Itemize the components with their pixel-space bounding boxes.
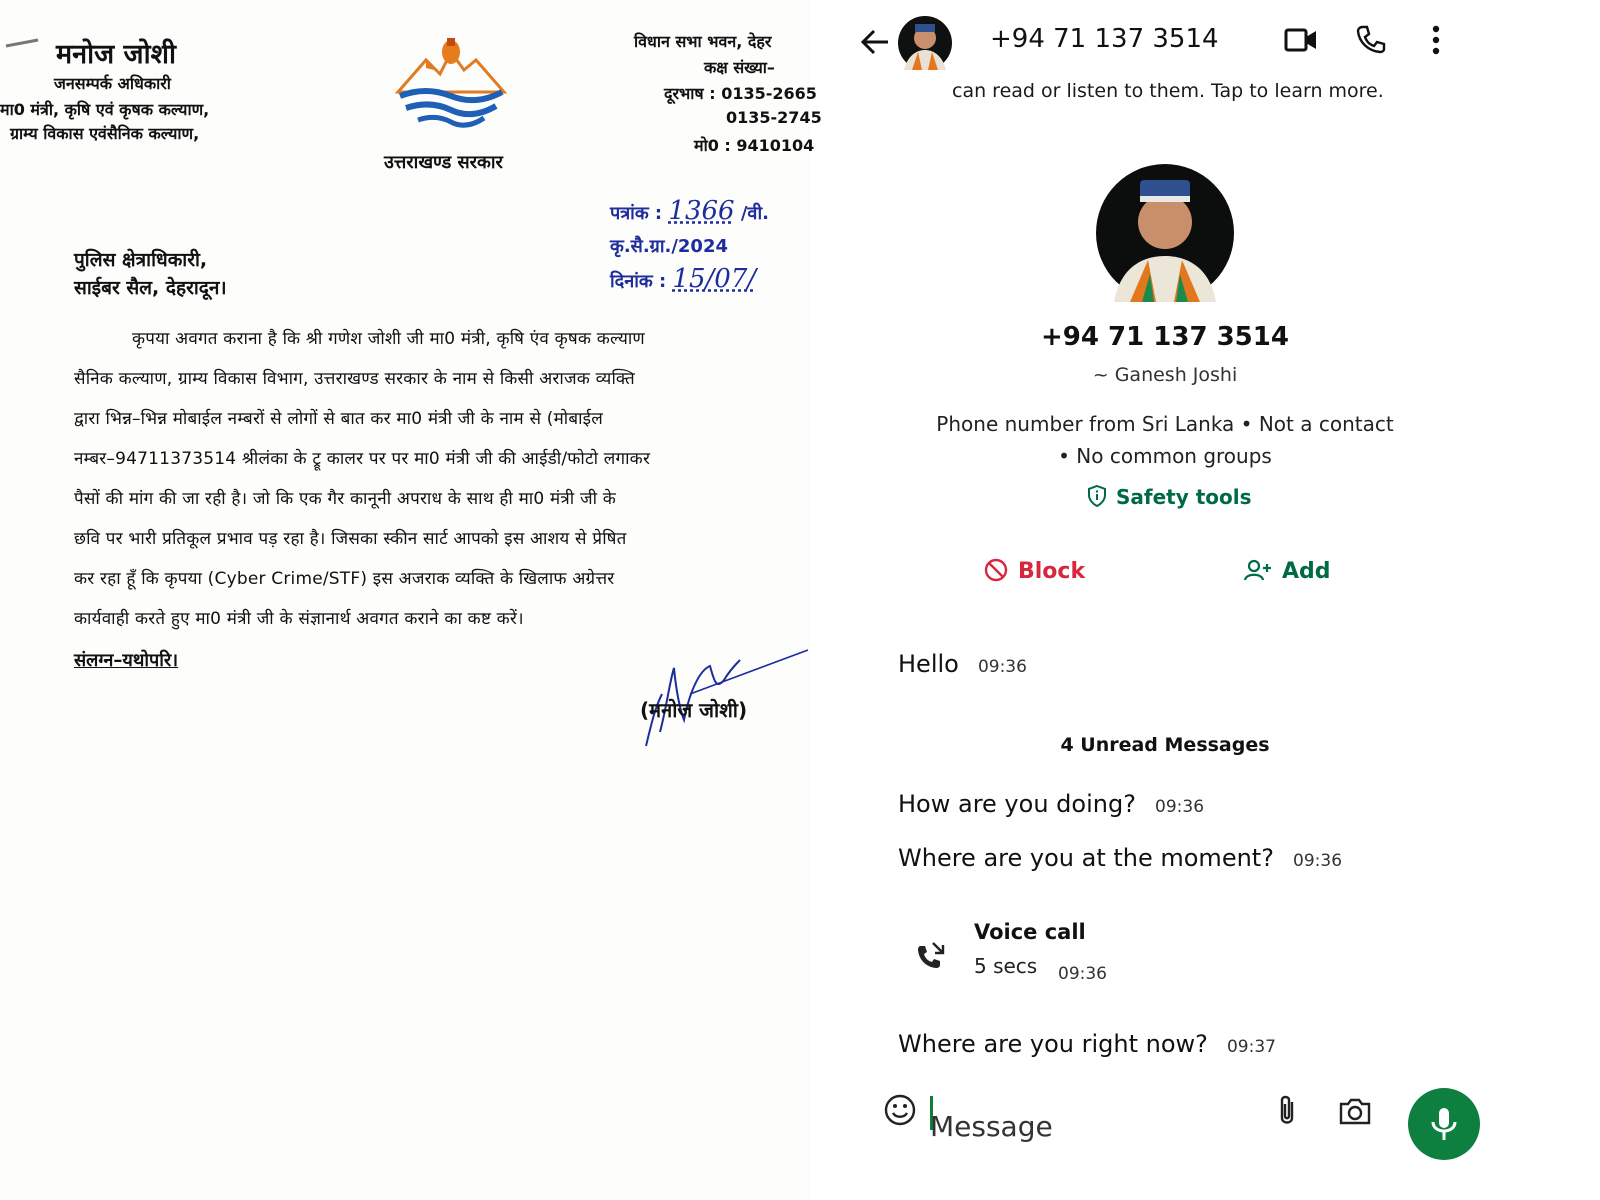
add-label: Add (1282, 559, 1331, 584)
profile-number: +94 71 137 3514 (1041, 322, 1289, 352)
body-line: सैनिक कल्याण, ग्राम्य विकास विभाग, उत्तराखण्ड सरकार के नाम से किसी अराजक व्यक्ति (74, 369, 635, 389)
shield-icon (1086, 484, 1108, 508)
profile-meta-line1: Phone number from Sri Lanka • Not a contact (936, 412, 1394, 436)
unread-divider: 4 Unread Messages (1060, 734, 1270, 756)
block-icon (984, 558, 1008, 582)
message-text: Where are you right now? (898, 1030, 1208, 1058)
call-time: 09:36 (1058, 964, 1107, 984)
safety-tools-button[interactable] (1086, 484, 1252, 509)
patrank-value: 1366 (668, 196, 735, 226)
header-avatar[interactable] (898, 16, 952, 70)
message-text: Where are you at the moment? (898, 844, 1274, 872)
scan-mark (4, 38, 40, 50)
call-title: Voice call (974, 920, 1086, 944)
chat-title[interactable]: +94 71 137 3514 (990, 24, 1219, 54)
attach-icon[interactable] (1274, 1094, 1300, 1128)
patrank-label: पत्रांक : (610, 203, 663, 224)
profile-photo[interactable] (1096, 164, 1234, 302)
body-line: पैसों की मांग की जा रही है। जो कि एक गैर कानूनी अपराध के साथ ही मा0 मंत्री जी के (74, 489, 617, 509)
message-text: How are you doing? (898, 790, 1136, 818)
body-line: कृपया अवगत कराना है कि श्री गणेश जोशी जी मा0 मंत्री, कृषि एंव कृषक कल्याण (132, 329, 645, 349)
sender-name: मनोज जोशी (56, 39, 176, 70)
avatar-image (898, 16, 952, 70)
mic-icon (1408, 1088, 1480, 1160)
address-phone1: दूरभाष : 0135-2665 (664, 84, 817, 103)
back-arrow-icon[interactable] (860, 28, 890, 56)
address-phone2: 0135-2745 (726, 108, 822, 127)
government-caption: उत्तराखण्ड सरकार (384, 152, 503, 173)
block-label: Block (1018, 559, 1086, 584)
add-person-icon (1244, 558, 1272, 582)
message-bubble[interactable] (898, 790, 1204, 818)
signatory-name: (मनोज जोशी) (640, 698, 748, 722)
message-bubble[interactable] (898, 1030, 1276, 1058)
body-line: छवि पर भारी प्रतिकूल प्रभाव पड़ रहा है। जिसका स्कीन सार्ट आपको इस आशय से प्रेषित (74, 529, 627, 549)
body-line: नम्बर–94711373514 श्रीलंका के ट्रू कालर पर पर मा0 मंत्री जी की आईडी/फोटो लगाकर (74, 449, 651, 469)
file-code: कृ.सै.ग्रा./2024 (610, 236, 728, 257)
body-line: कर रहा हूँ कि कृपया (Cyber Crime/STF) इस अजराक व्यक्ति के खिलाफ अग्रेत्तर (74, 569, 615, 589)
sender-department-line2: ग्राम्य विकास एवंसैनिक कल्याण, (10, 124, 200, 143)
body-line: द्वारा भिन्न–भिन्न मोबाईल नम्बरों से लोगों से बात कर मा0 मंत्री जी के नाम से (मोबाईल (74, 409, 603, 429)
emoji-icon[interactable] (884, 1094, 916, 1126)
message-bubble[interactable] (898, 650, 1027, 678)
call-duration: 5 secs (974, 954, 1038, 978)
video-call-icon[interactable] (1284, 26, 1318, 54)
addressee-line1: पुलिस क्षेत्राधिकारी, (74, 249, 208, 271)
sender-department-line1: मा0 मंत्री, कृषि एवं कृषक कल्याण, (0, 100, 210, 119)
voice-call-entry[interactable] (916, 920, 1136, 1000)
profile-photo-image (1096, 164, 1234, 302)
more-options-icon[interactable] (1430, 24, 1442, 56)
missed-call-icon (916, 940, 946, 970)
message-input[interactable]: Message (930, 1110, 1053, 1143)
date-value: 15/07/ (672, 264, 757, 294)
body-line: कार्यवाही करते हुए मा0 मंत्री जी के संज्ञानार्थ अवगत कराने का कष्ट करें। (74, 609, 524, 629)
reference-number (610, 196, 769, 226)
message-text: Hello (898, 650, 959, 678)
addressee-line2: साईबर सैल, देहरादून। (74, 277, 227, 299)
profile-name: ~ Ganesh Joshi (1092, 364, 1238, 386)
message-time: 09:36 (1155, 797, 1205, 817)
encryption-notice[interactable]: can read or listen to them. Tap to learn more. (952, 80, 1384, 102)
sender-designation: जनसम्पर्क अधिकारी (54, 74, 171, 93)
chat-screen (860, 0, 1600, 1200)
address-mobile: मो0 : 9410104 (694, 136, 815, 155)
date-label: दिनांक : (610, 271, 667, 292)
enclosure-note: संलग्न–यथोपरि। (74, 650, 179, 671)
message-bubble[interactable] (898, 844, 1342, 872)
profile-meta-line2: • No common groups (1058, 444, 1272, 468)
address-line1: विधान सभा भवन, देहर (634, 32, 772, 51)
address-line2: कक्ष संख्या– (704, 58, 775, 77)
add-contact-button[interactable] (1244, 558, 1331, 584)
message-time: 09:37 (1226, 1037, 1276, 1057)
phone-icon[interactable] (1356, 24, 1386, 54)
message-time: 09:36 (1293, 851, 1343, 871)
safety-tools-label: Safety tools (1116, 485, 1252, 509)
block-button[interactable] (984, 558, 1085, 584)
reference-date (610, 264, 756, 294)
uttarakhand-emblem-logo (396, 30, 506, 134)
message-time: 09:36 (977, 657, 1027, 677)
patrank-suffix: /वी. (740, 203, 769, 224)
mic-button[interactable] (1408, 1088, 1480, 1160)
camera-icon[interactable] (1338, 1096, 1372, 1126)
